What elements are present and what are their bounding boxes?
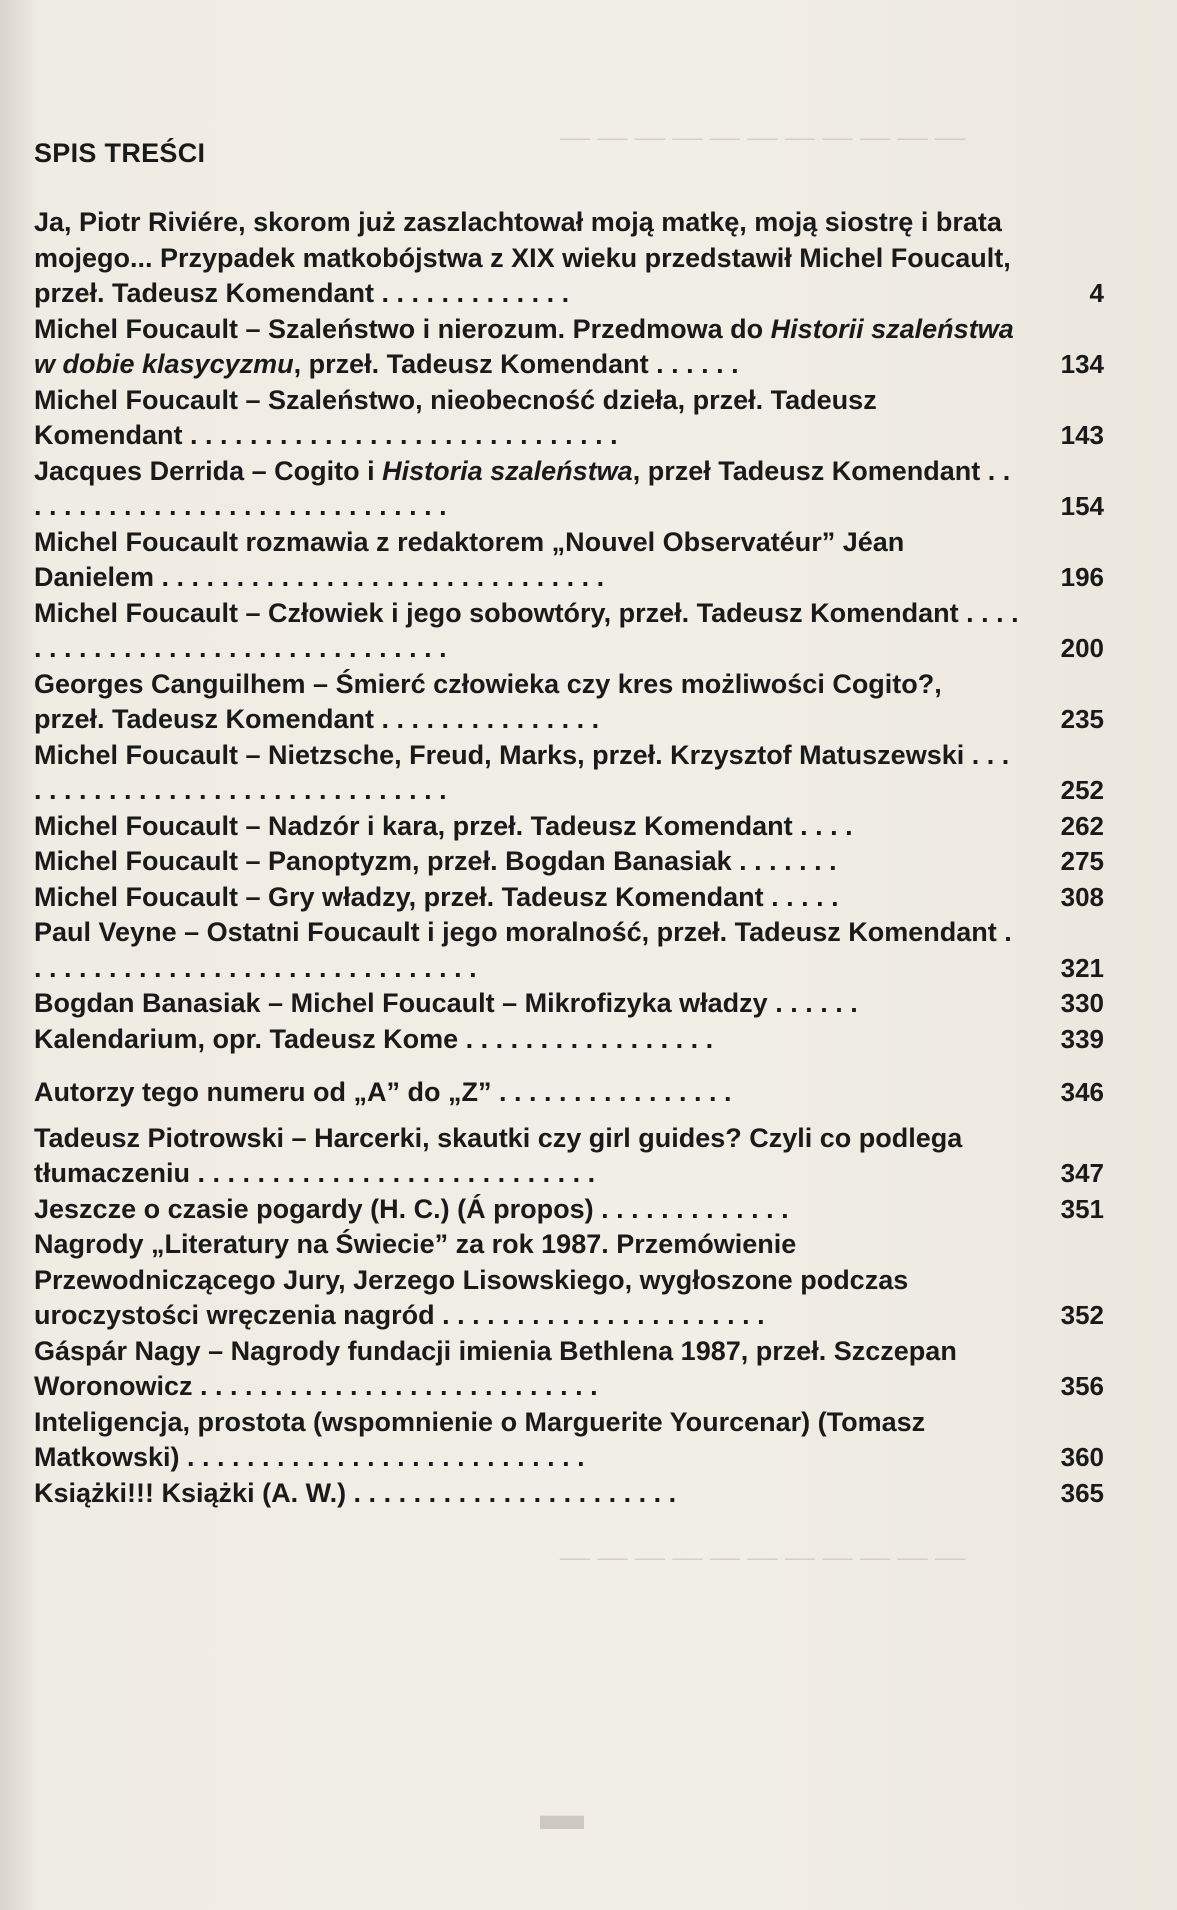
entry-page: 200 <box>1060 633 1104 663</box>
entry-text: Michel Foucault – Człowiek i jego sobowtóry, przeł. Tadeusz Komendant . . . . . . . . . . . . . . . . . . . . . . . . . . . . . . . . <box>34 597 1019 663</box>
entry-text: Inteligencja, prostota (wspomnienie o Marguerite Yourcenar) (Tomasz Matkowski) . . . . . . . . . . . . . . . . . . . . . . . . . . . <box>34 1406 926 1472</box>
toc-entry <box>34 525 1104 596</box>
entry-text: Michel Foucault – Panoptyzm, przeł. Bogdan Banasiak . . . . . . . <box>34 846 837 876</box>
toc-heading: SPIS TREŚCI <box>34 138 206 168</box>
toc-entry <box>34 312 1104 383</box>
toc-entry <box>34 738 1104 809</box>
toc-entry <box>34 596 1104 667</box>
entry-text: Michel Foucault – Szaleństwo i nierozum. Przedmowa do Historii szaleństwa w dobie klasycyzmu, przeł. Tadeusz Komendant . . . . . . <box>34 313 1014 379</box>
entry-text: Książki!!! Książki (A. W.) . . . . . . . . . . . . . . . . . . . . . . <box>34 1477 677 1508</box>
entry-page: 346 <box>1060 1077 1104 1107</box>
entry-page: 352 <box>1060 1300 1104 1330</box>
entry-text: Jeszcze o czasie pogardy (H. C.) (Á propos) . . . . . . . . . . . . . <box>34 1193 789 1224</box>
toc-entry <box>34 1334 1104 1405</box>
toc-entry <box>34 880 1104 916</box>
toc-entry <box>34 1405 1104 1476</box>
entry-page: 339 <box>1060 1023 1104 1054</box>
toc-entry <box>34 667 1104 738</box>
toc-entry <box>34 1022 1104 1058</box>
entry-page: 196 <box>1060 562 1104 592</box>
entry-page: 330 <box>1060 988 1104 1018</box>
entry-page: 360 <box>1060 1442 1104 1472</box>
entry-page: 321 <box>1060 952 1104 983</box>
entry-page: 275 <box>1060 846 1104 876</box>
entry-text: Gáspár Nagy – Nagrody fundacji imienia Bethlena 1987, przeł. Szczepan Woronowicz . . . . . . . . . . . . . . . . . . . . . . . . . . . <box>34 1335 957 1401</box>
toc-entry <box>34 844 1104 880</box>
entry-page: 262 <box>1060 810 1104 841</box>
entry-text: Georges Canguilhem – Śmierć człowieka czy kres możliwości Cogito?, przeł. Tadeusz Komendant . . . . . . . . . . . . . . . <box>34 668 942 734</box>
entry-page: 4 <box>1089 278 1104 308</box>
entry-page: 347 <box>1060 1158 1104 1188</box>
entry-page: 134 <box>1060 349 1104 379</box>
toc-entry <box>34 1227 1104 1334</box>
entry-page: 154 <box>1060 491 1104 521</box>
entry-page: 235 <box>1060 704 1104 734</box>
toc-entry <box>34 1075 1104 1111</box>
entry-page: 356 <box>1060 1371 1104 1401</box>
entry-text: Paul Veyne – Ostatni Foucault i jego moralność, przeł. Tadeusz Komendant . . . . . . . . . . . . . . . . . . . . . . . . . . . . . . . <box>34 917 1012 983</box>
toc-entry <box>34 915 1104 986</box>
entry-text: Michel Foucault – Szaleństwo, nieobecność dzieła, przeł. Tadeusz Komendant . . . . . . . . . . . . . . . . . . . . . . . . . . . . . <box>34 384 877 450</box>
entry-text: Autorzy tego numeru od „A” do „Z” . . . . . . . . . . . . . . . . <box>34 1077 732 1107</box>
toc-entry <box>34 383 1104 454</box>
entry-text: Jacques Derrida – Cogito i Historia szaleństwa, przeł Tadeusz Komendant . . . . . . . . . . . . . . . . . . . . . . . . . . . . . . <box>34 455 1011 521</box>
entry-text: Michel Foucault – Nietzsche, Freud, Marks, przeł. Krzysztof Matuszewski . . . . . . . . . . . . . . . . . . . . . . . . . . . . . . . <box>34 739 1010 805</box>
entry-page: 351 <box>1060 1193 1104 1224</box>
entry-text: Michel Foucault – Gry władzy, przeł. Tadeusz Komendant . . . . . <box>34 881 839 912</box>
toc-entry <box>34 1192 1104 1228</box>
entry-text: Michel Foucault – Nadzór i kara, przeł. Tadeusz Komendant . . . . <box>34 810 853 841</box>
toc-entry <box>34 986 1104 1022</box>
toc-entry <box>34 1476 1104 1512</box>
entry-text: Michel Foucault rozmawia z redaktorem „Nouvel Observatéur” Jéan Danielem . . . . . . . . . . . . . . . . . . . . . . . . . . . . . . <box>34 526 905 592</box>
entry-page: 308 <box>1060 881 1104 912</box>
entry-page: 365 <box>1060 1477 1104 1508</box>
entry-text: Tadeusz Piotrowski – Harcerki, skautki czy girl guides? Czyli co podlega tłumaczeniu . . . . . . . . . . . . . . . . . . . . . . . . . . . <box>34 1122 963 1188</box>
entry-text: Nagrody „Literatury na Świecie” za rok 1987. Przemówienie Przewodniczącego Jury, Jerzego Lisowskiego, wygłoszone podczas uroczystości wręczenia nagród . . . . . . . . . . . . . . . . . . . . . . <box>34 1229 909 1330</box>
table-of-contents <box>34 138 1104 1511</box>
toc-entry <box>34 1121 1104 1192</box>
entry-text: Kalendarium, opr. Tadeusz Kome . . . . . . . . . . . . . . . . . <box>34 1023 714 1054</box>
entry-text: Bogdan Banasiak – Michel Foucault – Mikrofizyka władzy . . . . . . <box>34 988 858 1018</box>
show-through-text: — — — — — — — — — — — <box>560 1540 965 1573</box>
toc-entry <box>34 205 1104 312</box>
show-through-folio: ▬ <box>540 1790 584 1839</box>
toc-entry <box>34 454 1104 525</box>
entry-page: 143 <box>1060 420 1104 450</box>
toc-entry <box>34 809 1104 845</box>
show-through-text: — — — — — — — — — — — <box>560 120 965 153</box>
entry-text: Ja, Piotr Riviére, skorom już zaszlachtował moją matkę, moją siostrę i brata mojego... Przypadek matkobójstwa z XIX wieku przedstawił Michel Foucault, przeł. Tadeusz Komendant . . . . . . . . . . . . . <box>34 207 1011 308</box>
entry-page: 252 <box>1060 775 1104 805</box>
